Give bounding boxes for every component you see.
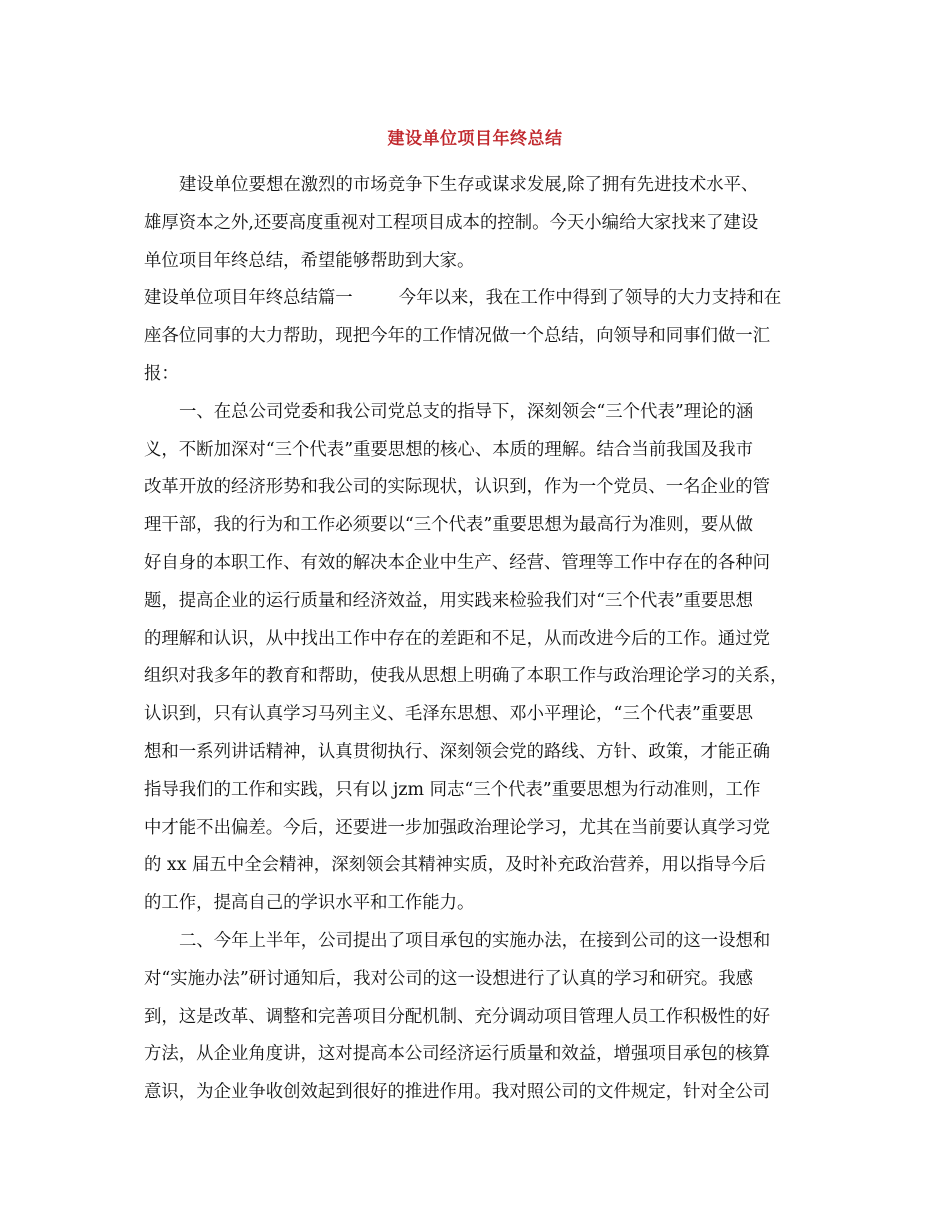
paragraph-line: 的理解和认识，从中找出工作中存在的差距和不足，从而改进今后的工作。通过党 bbox=[144, 628, 771, 649]
paragraph-line: 组织对我多年的教育和帮助，使我从思想上明确了本职工作与政治理论学习的关系， bbox=[144, 666, 788, 687]
section-heading: 建设单位项目年终总结篇一 bbox=[144, 288, 353, 309]
paragraph-line: 单位项目年终总结，希望能够帮助到大家。 bbox=[144, 250, 475, 271]
document-body bbox=[144, 167, 816, 1112]
paragraph-line: 的 xx 届五中全会精神，深刻领会其精神实质，及时补充政治营养，用以指导今后 bbox=[144, 855, 766, 876]
paragraph-line: 指导我们的工作和实践，只有以 jzm 同志“三个代表”重要思想为行动准则，工作 bbox=[144, 779, 761, 800]
document-title: 建设单位项目年终总结 bbox=[387, 129, 563, 149]
paragraph-line: 题，提高企业的运行质量和经济效益，用实践来检验我们对“三个代表”重要思想 bbox=[144, 590, 754, 611]
paragraph-line: 雄厚资本之外,还要高度重视对工程项目成本的控制。今天小编给大家找来了建设 bbox=[144, 212, 759, 233]
paragraph-line: 建设单位要想在激烈的市场竞争下生存或谋求发展,除了拥有先进技术水平、 bbox=[179, 175, 759, 195]
paragraph-line: 中才能不出偏差。今后，还要进一步加强政治理论学习，尤其在当前要认真学习党 bbox=[144, 817, 771, 838]
section-heading-line bbox=[144, 280, 816, 318]
paragraph-text: 今年以来，我在工作中得到了领导的大力支持和在 bbox=[398, 288, 782, 309]
paragraph-line: 意识，为企业争收创效起到很好的推进作用。我对照公司的文件规定，针对全公司 bbox=[144, 1082, 771, 1103]
paragraph-line: 改革开放的经济形势和我公司的实际现状，认识到，作为一个党员、一名企业的管 bbox=[144, 477, 771, 498]
paragraph-line: 好自身的本职工作、有效的解决本企业中生产、经营、管理等工作中存在的各种问 bbox=[144, 552, 771, 573]
paragraph-line: 一、在总公司党委和我公司党总支的指导下，深刻领会“三个代表”理论的涵 bbox=[179, 401, 754, 422]
paragraph-line: 认识到，只有认真学习马列主义、毛泽东思想、邓小平理论，“三个代表”重要思 bbox=[144, 704, 754, 725]
paragraph-line: 想和一系列讲话精神，认真贯彻执行、深刻领会党的路线、方针、政策，才能正确 bbox=[144, 741, 771, 762]
paragraph-line: 到，这是改革、调整和完善项目分配机制、充分调动项目管理人员工作积极性的好 bbox=[144, 1006, 771, 1027]
paragraph-line: 方法，从企业角度讲，这对提高本公司经济运行质量和效益，增强项目承包的核算 bbox=[144, 1044, 771, 1065]
paragraph-line: 理干部，我的行为和工作必须要以“三个代表”重要思想为最高行为准则，要从做 bbox=[144, 515, 754, 536]
paragraph-line: 的工作，提高自己的学识水平和工作能力。 bbox=[144, 893, 475, 914]
paragraph-line: 义，不断加深对“三个代表”重要思想的核心、本质的理解。结合当前我国及我市 bbox=[144, 439, 754, 460]
paragraph-line: 二、今年上半年，公司提出了项目承包的实施办法，在接到公司的这一设想和 bbox=[179, 930, 771, 951]
paragraph-line: 报： bbox=[144, 363, 179, 384]
paragraph-line: 座各位同事的大力帮助，现把今年的工作情况做一个总结，向领导和同事们做一汇 bbox=[144, 326, 771, 347]
paragraph-line: 对“实施办法”研讨通知后，我对公司的这一设想进行了认真的学习和研究。我感 bbox=[144, 968, 754, 989]
